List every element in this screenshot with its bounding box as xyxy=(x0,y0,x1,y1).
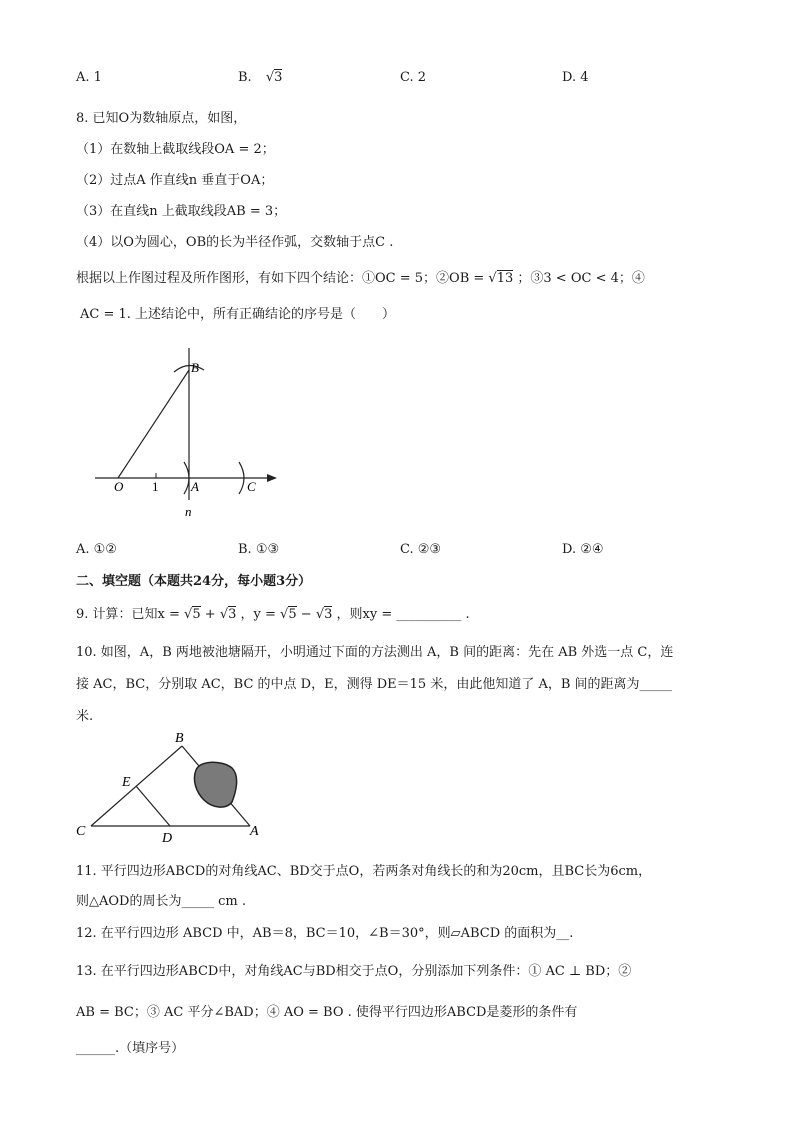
q8-stem: 8. 已知O为数轴原点，如图， xyxy=(76,111,247,126)
q9-radicand-2: 3 xyxy=(228,607,237,622)
q10-pond-figure xyxy=(72,728,272,846)
label-o: O xyxy=(114,479,124,494)
q9-plus: + xyxy=(204,607,216,622)
q13-line-3: ______.（填序号） xyxy=(76,1041,185,1056)
label-one: 1 xyxy=(152,479,159,494)
q8-conclusions xyxy=(76,267,645,286)
q8-conclusion-rest: ；③3 < OC < 4；④ xyxy=(517,271,645,286)
q8-conclusion-intro: 根据以上作图过程及所作图形，有如下四个结论：①OC = 5；②OB = xyxy=(76,271,485,286)
q9-minus: − xyxy=(300,607,312,622)
q7-option-b-label: B. xyxy=(238,70,252,85)
q7-option-b-radicand: 3 xyxy=(274,70,283,85)
q9-radicand-3: 5 xyxy=(288,607,297,622)
q8-number-line-figure xyxy=(90,340,290,525)
q8-conclusion-radicand: 13 xyxy=(496,271,514,286)
segment-ed xyxy=(136,786,170,826)
q13-line-1: 13. 在平行四边形ABCD中，对角线AC与BD相交于点O，分别添加下列条件：① AC ⊥ BD；② xyxy=(76,964,632,979)
sqrt-symbol: √3 xyxy=(315,607,333,622)
q13-line-2: AB = BC；③ AC 平分∠BAD；④ AO = BO . 使得平行四边形ABCD是菱形的条件有 xyxy=(76,1005,578,1020)
q9-mid: ，y = xyxy=(240,607,276,622)
q12-line-1: 12. 在平行四边形 ABCD 中，AB＝8，BC＝10，∠B＝30°，则▱ABCD 的面积为__. xyxy=(76,926,574,941)
sqrt-symbol: √3 xyxy=(219,607,237,622)
label-c: C xyxy=(247,479,256,494)
label-a: A xyxy=(191,479,199,494)
q8-step-1: （1）在数轴上截取线段OA = 2； xyxy=(76,142,275,157)
label-a: A xyxy=(250,824,259,839)
q9-radicand-1: 5 xyxy=(192,607,201,622)
q7-option-d: D. 4 xyxy=(562,70,589,85)
q10-line-3: 米. xyxy=(76,709,94,724)
q8-step-2: （2）过点A 作直线n 垂直于OA； xyxy=(76,173,274,188)
sqrt-symbol: √5 xyxy=(280,607,297,622)
label-n: n xyxy=(185,504,192,519)
q11-line-1: 11. 平行四边形ABCD的对角线AC、BD交于点O，若两条对角线长的和为20cm，且BC长为6cm， xyxy=(76,864,652,879)
q9-suffix: ，则xy = __________ . xyxy=(336,607,470,622)
q8-option-b: B. ①③ xyxy=(238,542,280,557)
q8-question-line: AC = 1. 上述结论中，所有正确结论的序号是（ ） xyxy=(80,307,396,322)
label-c: C xyxy=(76,824,86,839)
q11-line-2: 则△AOD的周长为_____ cm . xyxy=(76,894,246,909)
label-b: B xyxy=(175,731,184,746)
q10-line-2: 接 AC，BC，分别取 AC，BC 的中点 D，E，测得 DE＝15 米，由此他知道了 A，B 间的距离为_____ xyxy=(76,677,673,692)
pond-shape xyxy=(194,762,236,807)
q10-line-1: 10. 如图，A，B 两地被池塘隔开，小明通过下面的方法测出 A，B 间的距离：先在 AB 外选一点 C，连 xyxy=(76,645,674,660)
q8-option-a: A. ①② xyxy=(76,542,117,557)
q8-option-d: D. ②④ xyxy=(562,542,604,557)
axis-arrowhead xyxy=(267,474,277,482)
sqrt-symbol: √3 xyxy=(265,70,283,85)
label-b: B xyxy=(191,360,199,375)
section-title: 二、填空题（本题共24分，每小题3分） xyxy=(76,574,312,589)
q7-option-c: C. 2 xyxy=(400,70,427,85)
sqrt-symbol: √13 xyxy=(488,271,514,286)
segment-ob xyxy=(118,370,189,478)
q8-step-3: （3）在直线n 上截取线段AB = 3； xyxy=(76,204,287,219)
label-d: D xyxy=(162,831,173,846)
q9-radicand-4: 3 xyxy=(324,607,333,622)
q9 xyxy=(76,603,470,622)
label-e: E xyxy=(122,775,131,790)
q7-option-a: A. 1 xyxy=(76,70,102,85)
sqrt-symbol: √5 xyxy=(184,607,201,622)
q8-step-4: （4）以O为圆心，OB的长为半径作弧，交数轴于点C . xyxy=(76,235,394,250)
q8-option-c: C. ②③ xyxy=(400,542,442,557)
q7-option-b xyxy=(238,70,282,85)
q9-prefix: 9. 计算：已知x = xyxy=(76,607,180,622)
